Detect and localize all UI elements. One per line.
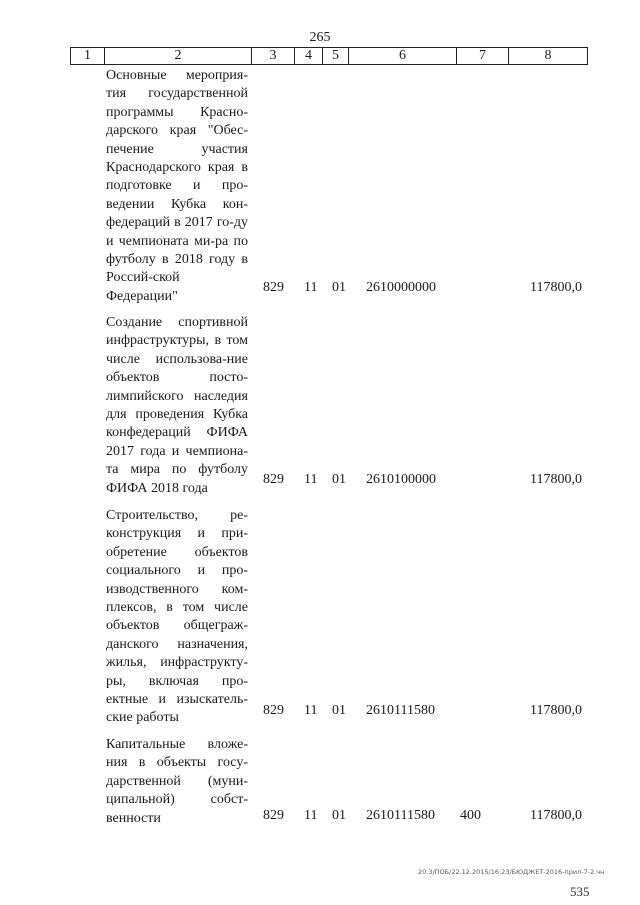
- cell-col-3: 829: [263, 703, 284, 718]
- cell-col-6: 2610100000: [366, 472, 436, 487]
- column-header-5: 5: [323, 48, 349, 64]
- column-header-7: 7: [457, 48, 509, 64]
- cell-col-6: 2610000000: [366, 280, 436, 295]
- cell-col-7: 400: [460, 808, 481, 823]
- cell-col-6: 2610111580: [366, 703, 435, 718]
- cell-col-3: 829: [263, 472, 284, 487]
- column-header-6: 6: [349, 48, 457, 64]
- cell-col-6: 2610111580: [366, 808, 435, 823]
- column-header-2: 2: [105, 48, 252, 64]
- footer-sheet-number: 535: [570, 884, 590, 899]
- column-header-1: 1: [71, 48, 105, 64]
- cell-col-8: 117800,0: [530, 472, 582, 487]
- cell-col-4: 11: [304, 472, 318, 487]
- cell-col-5: 01: [332, 280, 346, 295]
- cell-col-3: 829: [263, 280, 284, 295]
- cell-col-5: 01: [332, 472, 346, 487]
- cell-col-8: 117800,0: [530, 280, 582, 295]
- cell-col-3: 829: [263, 808, 284, 823]
- cell-col-8: 117800,0: [530, 808, 582, 823]
- cell-col-4: 11: [304, 280, 318, 295]
- footer-file-stamp: 20.3/ПОБ/22.12.2015/16:23/БЮДЖЕТ-2016-прил-7-2.чн: [418, 868, 605, 876]
- cell-col-4: 11: [304, 703, 318, 718]
- column-header-3: 3: [252, 48, 295, 64]
- cell-col-8: 117800,0: [530, 703, 582, 718]
- row-description: Создание спортивной инфраструктуры, в том числе использова-ние объектов посто-лимпийского наследия для проведения Кубка конфедераций ФИФА 2017 года и чемпиона-та мира по футболу ФИФА 2018 года: [106, 315, 248, 496]
- row-description: Строительство, ре-конструкция и при-обретение объектов социального и про-изводственного ком-плексов, в том числе объектов общеграж-данского назначения, жилья, инфраструкту-ры, включая про-ектные и изыскатель-ские работы: [106, 508, 248, 726]
- page-number: 265: [309, 30, 331, 45]
- column-header-4: 4: [295, 48, 323, 64]
- cell-col-4: 11: [304, 808, 318, 823]
- column-header-8: 8: [544, 48, 552, 63]
- cell-col-5: 01: [332, 703, 346, 718]
- column-header-row: [70, 47, 588, 65]
- row-description: Капитальные вложе-ния в объекты госу-дарственной (муни-ципальной) собст-венности: [106, 737, 248, 826]
- row-description: Основные мероприя-тия государственной программы Красно-дарского края "Обес-печение участия Краснодарского края в подготовке и про-ведении Кубка кон-федераций в 2017 го-ду и чемпионата ми-ра по футболу в 2018 году в Россий-ской Федерации": [106, 68, 248, 304]
- cell-col-5: 01: [332, 808, 346, 823]
